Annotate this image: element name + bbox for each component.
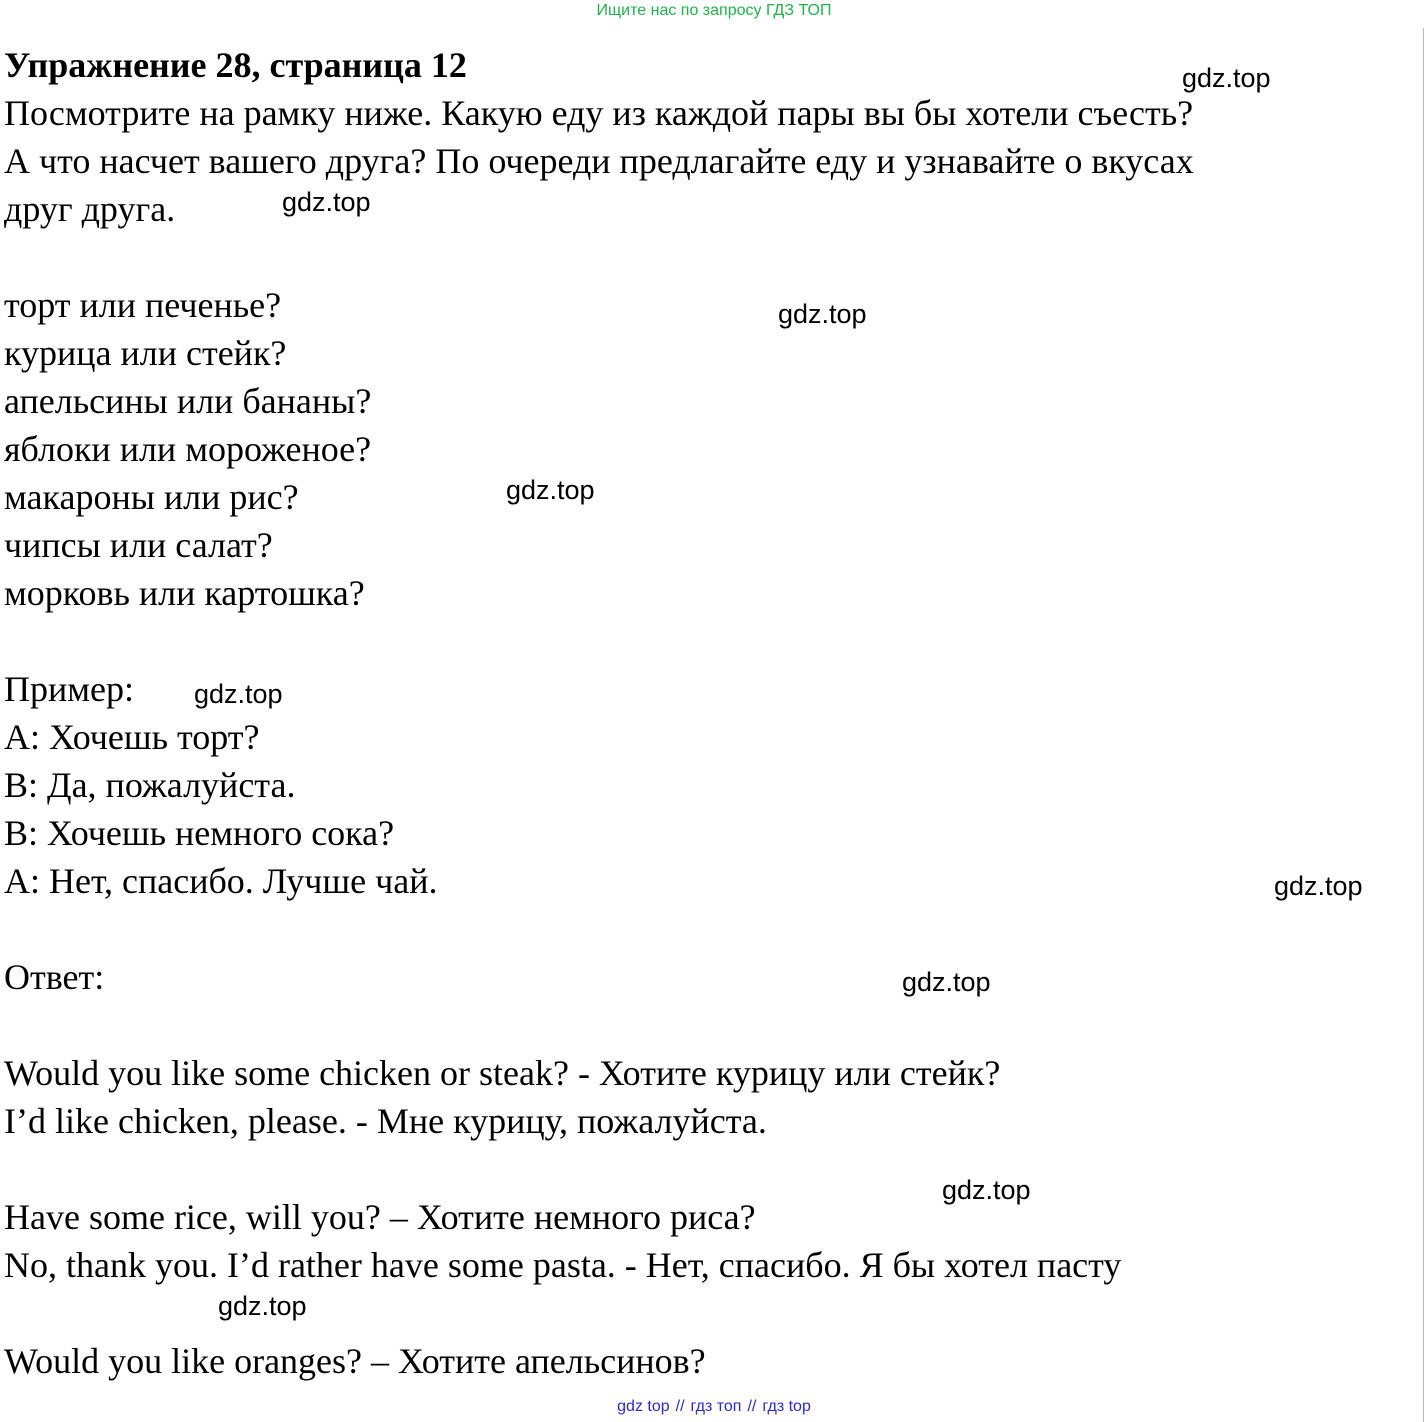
example-line-2: B: Да, пожалуйста. — [4, 765, 296, 805]
footer-separator: // — [747, 1398, 757, 1415]
answer-line-1: Would you like some chicken or steak? - Хотите курицу или стейк? — [4, 1053, 1001, 1093]
page-title: Упражнение 28, страница 12 — [4, 45, 467, 85]
watermark: gdz.top — [282, 187, 371, 217]
right-border-line — [1423, 28, 1424, 1422]
footer-link-1[interactable]: gdz top — [617, 1398, 670, 1415]
footer-links — [0, 1396, 1428, 1418]
task-line-2: А что насчет вашего друга? По очереди предлагайте еду и узнавайте о вкусах — [4, 141, 1194, 181]
example-line-1: A: Хочешь торт? — [4, 717, 260, 757]
footer-separator: // — [675, 1398, 685, 1415]
task-line-3: друг друга. — [4, 189, 176, 229]
watermark: gdz.top — [506, 475, 595, 505]
answer-line-4: No, thank you. I’d rather have some pasta. - Нет, спасибо. Я бы хотел пасту — [4, 1245, 1122, 1285]
watermark: gdz.top — [1274, 871, 1363, 901]
food-pair-3: апельсины или бананы? — [4, 381, 372, 421]
footer-link-3[interactable]: гдз top — [762, 1398, 811, 1415]
watermark: gdz.top — [218, 1291, 307, 1321]
answer-line-2: I’d like chicken, please. - Мне курицу, пожалуйста. — [4, 1101, 767, 1141]
example-line-4: A: Нет, спасибо. Лучше чай. — [4, 861, 438, 901]
answer-line-3: Have some rice, will you? – Хотите немного риса? — [4, 1197, 756, 1237]
watermark: gdz.top — [902, 967, 991, 997]
food-pair-7: морковь или картошка? — [4, 573, 365, 613]
answer-label: Ответ: — [4, 957, 105, 997]
watermark: gdz.top — [778, 299, 867, 329]
watermark: gdz.top — [194, 679, 283, 709]
food-pair-1: торт или печенье? — [4, 285, 282, 325]
food-pair-4: яблоки или мороженое? — [4, 429, 372, 469]
task-line-1: Посмотрите на рамку ниже. Какую еду из каждой пары вы бы хотели съесть? — [4, 93, 1194, 133]
top-banner[interactable]: Ищите нас по запросу ГДЗ ТОП — [596, 2, 832, 19]
watermark: gdz.top — [1182, 63, 1271, 93]
example-line-3: B: Хочешь немного сока? — [4, 813, 395, 853]
food-pair-2: курица или стейк? — [4, 333, 287, 373]
footer-link-2[interactable]: гдз топ — [690, 1398, 742, 1415]
food-pair-6: чипсы или салат? — [4, 525, 273, 565]
answer-line-5: Would you like oranges? – Хотите апельсинов? — [4, 1341, 706, 1381]
watermark: gdz.top — [942, 1175, 1031, 1205]
example-label: Пример: — [4, 669, 135, 709]
food-pair-5: макароны или рис? — [4, 477, 299, 517]
